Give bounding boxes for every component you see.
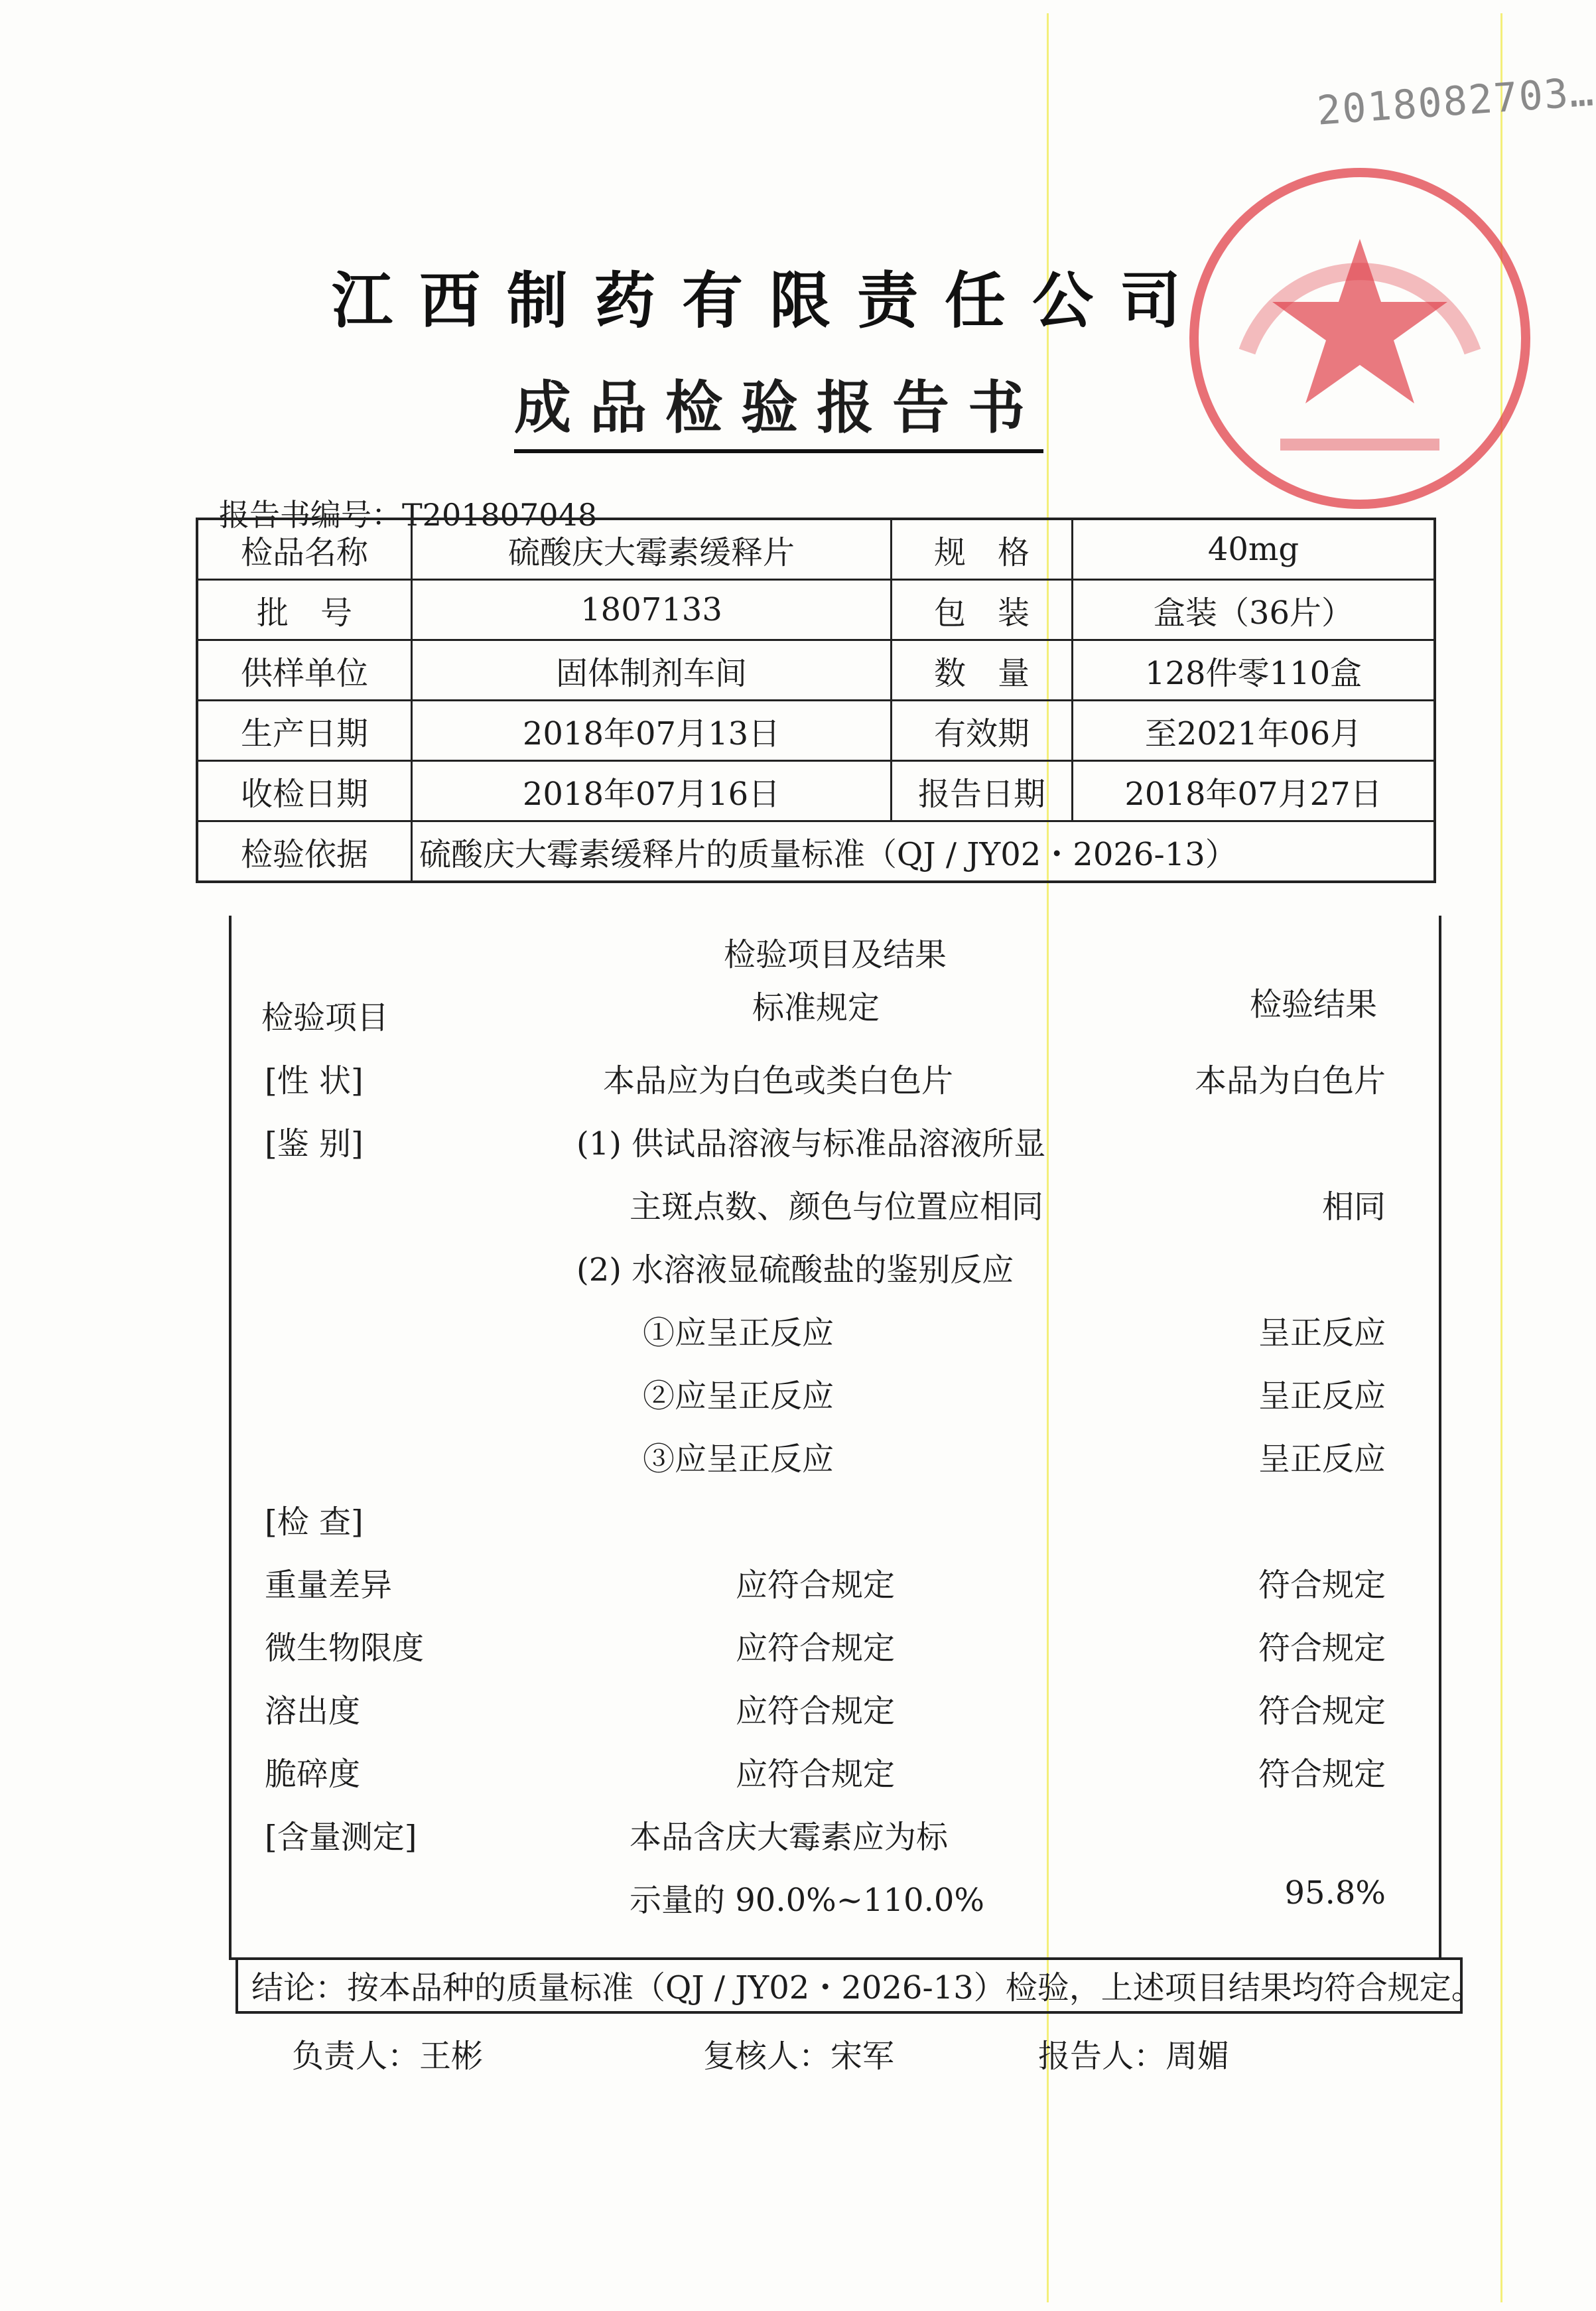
reporter-label: 报告人：	[1038, 2038, 1166, 2075]
product-name-label: 检品名称	[197, 519, 412, 580]
result-value: 符合规定	[1258, 1630, 1386, 1667]
result-item: [鉴 别]	[265, 1125, 364, 1162]
result-value: 符合规定	[1258, 1756, 1386, 1793]
basis-value: 硫酸庆大霉素缓释片的质量标准（QJ / JY02・2026-13）	[412, 821, 1435, 882]
signature-reviewer	[703, 2030, 894, 2076]
col-result-header: 检验结果	[1250, 986, 1378, 1023]
prod-date-label: 生产日期	[197, 701, 412, 761]
result-value: 呈正反应	[1258, 1440, 1386, 1478]
report-number-label: 报告书编号：	[219, 497, 402, 533]
table-row	[197, 640, 1435, 701]
result-item: 重量差异	[265, 1567, 393, 1604]
reviewer-label: 复核人：	[703, 2038, 831, 2075]
package-value: 盒装（36片）	[1073, 580, 1435, 640]
supplier-value: 固体制剂车间	[412, 640, 892, 701]
result-value: 符合规定	[1258, 1693, 1386, 1730]
signature-reporter	[1038, 2030, 1229, 2076]
result-item: 溶出度	[265, 1693, 361, 1730]
document-title: 成品检验报告书	[514, 362, 1043, 453]
table-row	[197, 701, 1435, 761]
result-standard: 应符合规定	[736, 1630, 896, 1667]
table-row	[197, 821, 1435, 882]
spec-label: 规 格	[892, 519, 1073, 580]
qty-value: 128件零110盒	[1073, 640, 1435, 701]
result-item: 脆碎度	[265, 1756, 361, 1793]
result-standard: (2) 水溶液显硫酸盐的鉴别反应	[576, 1251, 1014, 1289]
report-number-value: T201807048	[402, 497, 598, 533]
signature-responsible	[292, 2030, 483, 2076]
result-value: 呈正反应	[1258, 1377, 1386, 1415]
basis-label: 检验依据	[197, 821, 412, 882]
recv-date-value: 2018年07月16日	[412, 761, 892, 821]
col-item-header: 检验项目	[261, 999, 389, 1036]
company-name: 江西制药有限责任公司	[332, 265, 1208, 336]
batch-label: 批 号	[197, 580, 412, 640]
result-value: 相同	[1321, 1188, 1386, 1226]
responsible-label: 负责人：	[292, 2038, 420, 2075]
result-item: [检 查]	[265, 1504, 364, 1541]
report-date-value: 2018年07月27日	[1073, 761, 1435, 821]
result-value: 符合规定	[1258, 1567, 1386, 1604]
result-value: 呈正反应	[1258, 1314, 1386, 1352]
result-standard: ②应呈正反应	[643, 1377, 834, 1415]
table-row	[197, 761, 1435, 821]
result-standard: 本品应为白色或类白色片	[603, 1062, 954, 1099]
expiry-label: 有效期	[892, 701, 1073, 761]
result-standard: 主斑点数、颜色与位置应相同	[630, 1188, 1044, 1226]
expiry-value: 至2021年06月	[1073, 701, 1435, 761]
col-standard-header: 标准规定	[752, 989, 880, 1026]
package-label: 包 装	[892, 580, 1073, 640]
result-item: 微生物限度	[265, 1630, 425, 1667]
result-value: 95.8%	[1284, 1874, 1386, 1912]
table-row	[197, 580, 1435, 640]
table-row	[197, 519, 1435, 580]
product-name-value: 硫酸庆大霉素缓释片	[412, 519, 892, 580]
result-standard: 应符合规定	[736, 1567, 896, 1604]
result-standard: 应符合规定	[736, 1756, 896, 1793]
result-standard: 应符合规定	[736, 1693, 896, 1730]
prod-date-value: 2018年07月13日	[412, 701, 892, 761]
info-table	[196, 518, 1436, 883]
responsible-name: 王彬	[419, 2038, 484, 2075]
spec-value: 40mg	[1073, 519, 1435, 580]
result-value: 本品为白色片	[1194, 1062, 1386, 1099]
supplier-label: 供样单位	[197, 640, 412, 701]
result-standard: (1) 供试品溶液与标准品溶液所显	[576, 1125, 1046, 1162]
result-standard: 本品含庆大霉素应为标	[630, 1819, 949, 1856]
qty-label: 数 量	[892, 640, 1073, 701]
handwritten-doc-code: 2018082703…	[1315, 68, 1596, 135]
result-standard: ③应呈正反应	[643, 1440, 834, 1478]
recv-date-label: 收检日期	[197, 761, 412, 821]
batch-value: 1807133	[412, 580, 892, 640]
results-section	[229, 916, 1441, 1960]
result-standard: ①应呈正反应	[643, 1314, 834, 1352]
conclusion: 结论：按本品种的质量标准（QJ / JY02・2026-13）检验，上述项目结果均符合规定。	[235, 1957, 1463, 2014]
result-standard: 示量的 90.0%~110.0%	[630, 1882, 984, 1919]
reporter-name: 周媚	[1165, 2038, 1230, 2075]
reviewer-name: 宋军	[831, 2038, 895, 2075]
result-item: [含量测定]	[265, 1819, 417, 1856]
result-item: [性 状]	[265, 1062, 364, 1099]
results-heading: 检验项目及结果	[723, 936, 947, 973]
report-date-label: 报告日期	[892, 761, 1073, 821]
